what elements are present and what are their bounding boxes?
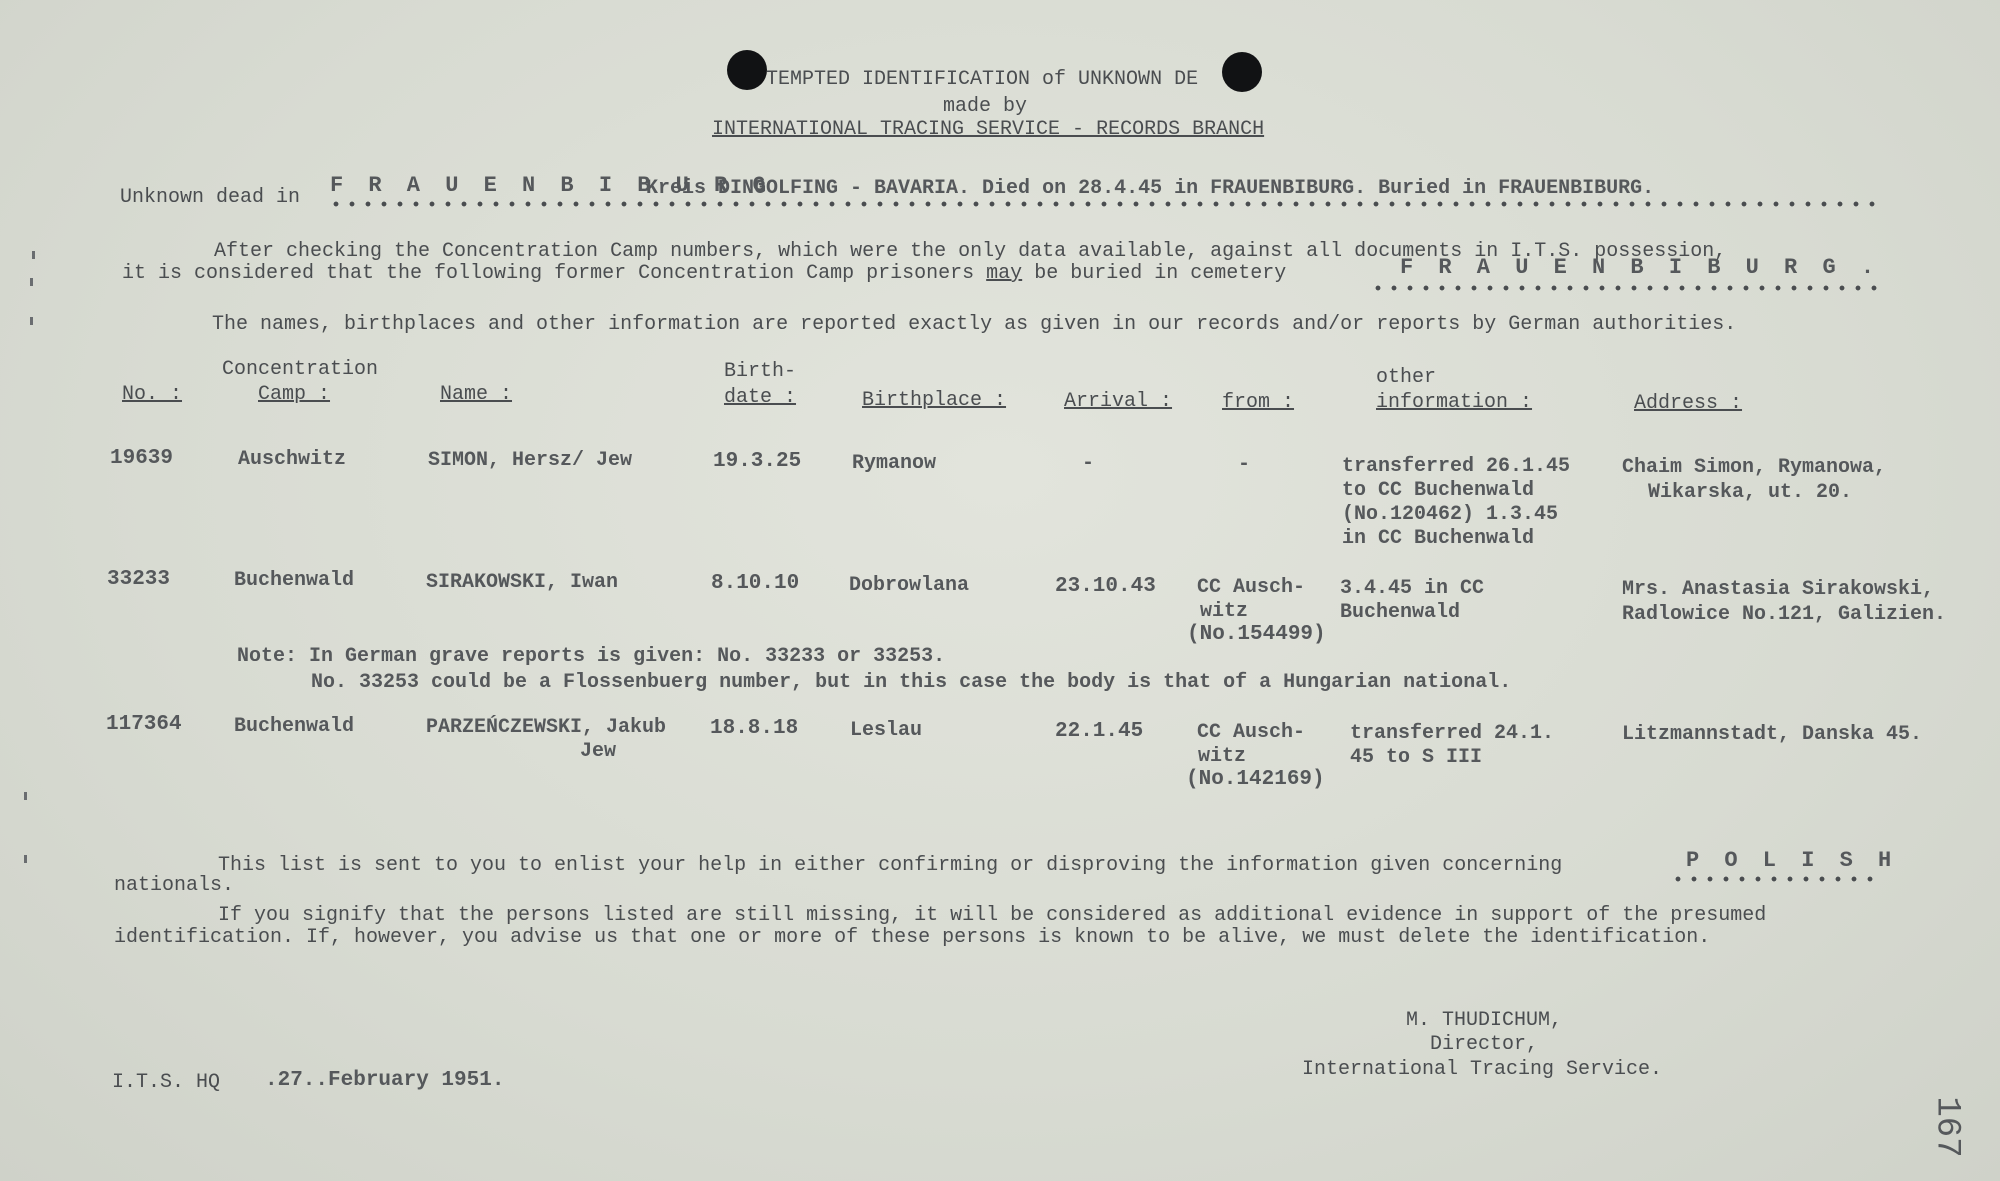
row-arrival: 23.10.43 <box>1055 575 1156 598</box>
row-from-line: (No.142169) <box>1186 768 1325 791</box>
row-other-line: transferred 24.1. <box>1350 722 1555 745</box>
nationality-stamp: P O L I S H <box>1686 848 1898 873</box>
margin-mark <box>30 317 33 325</box>
row-other-line: in CC Buchenwald <box>1342 527 1535 550</box>
unknown-dead-label: Unknown dead in <box>120 186 301 209</box>
row-number: 117364 <box>106 713 182 736</box>
row-name: PARZEŃCZEWSKI, Jakub <box>426 716 667 739</box>
unknown-dead-details: Kreis DINGOLFING - BAVARIA. Died on 28.4.45 in FRAUENBIBURG. Buried in FRAUENBIBURG. <box>646 177 1655 200</box>
signature-title: Director, <box>1430 1033 1539 1056</box>
row-birthdate: 18.8.18 <box>710 717 799 740</box>
service-title: INTERNATIONAL TRACING SERVICE - RECORDS BRANCH <box>712 118 1265 141</box>
dotted-line <box>1370 285 1882 291</box>
made-by-text: made by <box>943 95 1028 118</box>
row-camp: Auschwitz <box>238 448 347 471</box>
signature-org: International Tracing Service. <box>1302 1058 1663 1081</box>
row-birthdate: 19.3.25 <box>713 450 802 473</box>
row-birthplace: Dobrowlana <box>849 574 970 597</box>
intro-line-2-part-2: be buried in cemetery <box>1034 262 1287 285</box>
closing-p1-line-1: This list is sent to you to enlist your help in either confirming or disproving the information given concerning <box>218 854 1563 877</box>
row-from-line: witz <box>1198 745 1247 768</box>
intro-may: may <box>986 262 1023 285</box>
note-line-2: No. 33253 could be a Flossenbuerg number, but in this case the body is that of a Hungarian national. <box>311 671 1512 694</box>
row-from-line: CC Ausch- <box>1197 721 1306 744</box>
row-birthplace: Leslau <box>850 719 923 742</box>
closing-p2-line-1: If you signify that the persons listed are still missing, it will be considered as additional evidence in support of the presumed <box>218 904 1767 927</box>
column-header-from: from : <box>1222 391 1295 414</box>
punch-hole-left <box>727 50 767 90</box>
intro-line-3: The names, birthplaces and other information are reported exactly as given in our records and/or reports by German authorities. <box>212 313 1737 336</box>
row-address-line: Mrs. Anastasia Sirakowski, <box>1622 578 1935 601</box>
row-other-line: 3.4.45 in CC <box>1340 577 1485 600</box>
row-other-line: Buchenwald <box>1340 601 1461 624</box>
intro-line-1: After checking the Concentration Camp numbers, which were the only data available, against all documents in I.T.S. possession, <box>214 240 1727 263</box>
margin-mark <box>24 792 27 800</box>
row-from-line: CC Ausch- <box>1197 576 1306 599</box>
punch-hole-right <box>1222 52 1262 92</box>
row-address-line: Radlowice No.121, Galizien. <box>1622 603 1947 626</box>
closing-p1-line-2: nationals. <box>114 874 235 897</box>
row-address-line: Litzmannstadt, Danska 45. <box>1622 723 1923 746</box>
row-address-line: Chaim Simon, Rymanowa, <box>1622 456 1887 479</box>
cemetery-stamp: F R A U E N B I B U R G . <box>1400 255 1881 280</box>
document-date: .27..February 1951. <box>265 1069 505 1092</box>
row-camp: Buchenwald <box>234 715 355 738</box>
its-hq-label: I.T.S. HQ <box>112 1071 221 1094</box>
column-header-birth-top: Birth- <box>724 360 797 383</box>
row-arrival: 22.1.45 <box>1055 720 1144 743</box>
place-stamp: F R A U E N B I B U R G <box>330 173 772 198</box>
intro-line-2 <box>122 262 1286 285</box>
row-birthplace: Rymanow <box>852 452 937 475</box>
margin-mark <box>30 278 33 286</box>
closing-p2-line-2: identification. If, however, you advise us that one or more of these persons is known to be alive, we must delete the identification. <box>114 926 1711 949</box>
column-header-birth-bottom: date : <box>724 386 797 409</box>
row-other-line: 45 to S III <box>1350 746 1483 769</box>
margin-mark <box>24 855 27 863</box>
row-other-line: transferred 26.1.45 <box>1342 455 1571 478</box>
row-other-line: to CC Buchenwald <box>1342 479 1535 502</box>
row-camp: Buchenwald <box>234 569 355 592</box>
document-title: TEMPTED IDENTIFICATION of UNKNOWN DE <box>766 68 1199 91</box>
column-header-camp-bottom: Camp : <box>258 383 331 406</box>
row-other-line: (No.120462) 1.3.45 <box>1342 503 1559 526</box>
margin-mark <box>32 251 35 259</box>
row-number: 33233 <box>107 568 171 591</box>
column-header-address: Address : <box>1634 392 1743 415</box>
row-number: 19639 <box>110 447 174 470</box>
row-address-line: Wikarska, ut. 20. <box>1648 481 1853 504</box>
column-header-no: No. : <box>122 383 183 406</box>
dotted-line <box>1670 876 1882 882</box>
column-header-birthplace: Birthplace : <box>862 389 1007 412</box>
row-from: - <box>1238 453 1251 476</box>
note-line-1: Note: In German grave reports is given: No. 33233 or 33253. <box>237 645 946 668</box>
row-arrival: - <box>1082 452 1095 475</box>
column-header-name: Name : <box>440 383 513 406</box>
row-from-line: (No.154499) <box>1187 623 1326 646</box>
row-from-line: witz <box>1200 600 1249 623</box>
dotted-line <box>328 201 1882 207</box>
row-name: SIMON, Hersz/ Jew <box>428 449 633 472</box>
column-header-other-bottom: information : <box>1376 391 1533 414</box>
column-header-camp-top: Concentration <box>222 358 379 381</box>
row-birthdate: 8.10.10 <box>711 572 800 595</box>
row-name-line-2: Jew <box>580 740 617 763</box>
column-header-other-top: other <box>1376 366 1437 389</box>
signature-name: M. THUDICHUM, <box>1406 1009 1563 1032</box>
page-number: 167 <box>1927 1096 1966 1158</box>
intro-line-2-part-1: it is considered that the following former Concentration Camp prisoners <box>122 262 975 285</box>
row-name: SIRAKOWSKI, Iwan <box>426 571 619 594</box>
column-header-arrival: Arrival : <box>1064 390 1173 413</box>
